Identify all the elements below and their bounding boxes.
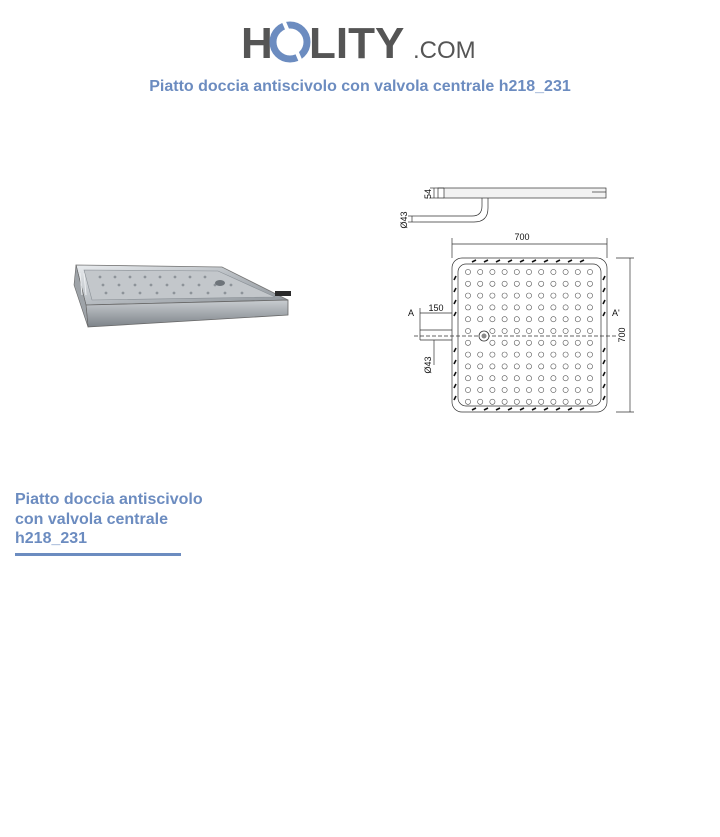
caption-underline xyxy=(15,553,181,556)
product-caption[interactable]: Piatto doccia antiscivolo con valvola centrale h218_231 xyxy=(15,491,203,547)
section-a-label: A xyxy=(408,308,415,318)
holity-logo-mark xyxy=(241,19,476,68)
width-dimension-label: 700 xyxy=(514,232,530,242)
svg-text:H: H xyxy=(241,19,273,68)
svg-text:LITY: LITY xyxy=(309,19,405,68)
depth-dimension-label: 54 xyxy=(423,188,433,200)
height-dimension-label: 700 xyxy=(617,327,627,343)
svg-text:.COM: .COM xyxy=(413,37,476,64)
section-a-prime-label: A' xyxy=(612,308,620,318)
offset-dimension-label: 150 xyxy=(428,303,444,313)
technical-drawing[interactable] xyxy=(392,180,642,420)
holity-logo[interactable] xyxy=(0,12,720,70)
product-photo[interactable] xyxy=(70,255,295,335)
drain-diameter-label: Ø43 xyxy=(423,356,433,374)
pipe-diameter-label: Ø43 xyxy=(399,211,409,229)
page-title: Piatto doccia antiscivolo con valvola centrale h218_231 xyxy=(149,78,571,95)
